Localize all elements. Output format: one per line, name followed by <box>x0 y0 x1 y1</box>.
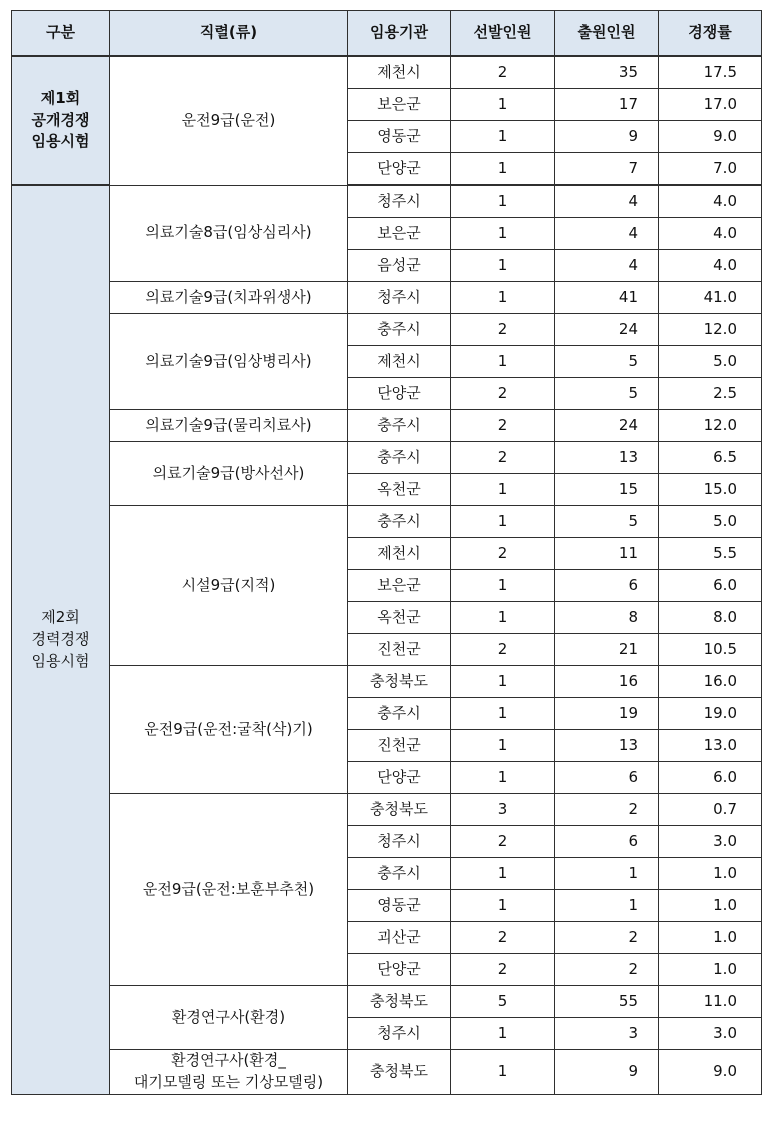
applicant-count-cell: 6 <box>555 826 659 858</box>
applicant-count-cell: 24 <box>555 410 659 442</box>
selected-count-cell: 1 <box>451 1050 555 1095</box>
agency-cell: 보은군 <box>348 89 451 121</box>
competition-ratio-cell: 6.5 <box>659 442 762 474</box>
competition-ratio-cell: 10.5 <box>659 634 762 666</box>
position-line: 환경연구사(환경_ <box>171 1051 286 1069</box>
selected-count-cell: 1 <box>451 730 555 762</box>
selected-count-cell: 1 <box>451 570 555 602</box>
competition-ratio-cell: 4.0 <box>659 185 762 218</box>
agency-cell: 영동군 <box>348 121 451 153</box>
selected-count-cell: 2 <box>451 922 555 954</box>
applicant-count-cell: 4 <box>555 185 659 218</box>
competition-ratio-cell: 17.5 <box>659 56 762 89</box>
applicant-count-cell: 21 <box>555 634 659 666</box>
category-line: 제2회 <box>41 608 80 627</box>
competition-ratio-cell: 8.0 <box>659 602 762 634</box>
agency-cell: 옥천군 <box>348 474 451 506</box>
competition-ratio-cell: 9.0 <box>659 121 762 153</box>
applicant-count-cell: 2 <box>555 922 659 954</box>
competition-ratio-cell: 15.0 <box>659 474 762 506</box>
competition-ratio-cell: 0.7 <box>659 794 762 826</box>
selected-count-cell: 1 <box>451 218 555 250</box>
selected-count-cell: 3 <box>451 794 555 826</box>
applicant-count-cell: 2 <box>555 794 659 826</box>
selected-count-cell: 2 <box>451 634 555 666</box>
applicant-count-cell: 55 <box>555 986 659 1018</box>
selected-count-cell: 1 <box>451 762 555 794</box>
category-line: 공개경쟁 <box>31 110 90 129</box>
applicant-count-cell: 7 <box>555 153 659 186</box>
competition-ratio-cell: 12.0 <box>659 410 762 442</box>
position-cell: 운전9급(운전) <box>110 56 348 185</box>
applicant-count-cell: 5 <box>555 378 659 410</box>
competition-ratio-cell: 12.0 <box>659 314 762 346</box>
applicant-count-cell: 5 <box>555 506 659 538</box>
table-row <box>12 314 762 346</box>
table-row <box>12 794 762 826</box>
selected-count-cell: 1 <box>451 153 555 186</box>
competition-ratio-cell: 3.0 <box>659 826 762 858</box>
selected-count-cell: 1 <box>451 666 555 698</box>
competition-ratio-cell: 16.0 <box>659 666 762 698</box>
competition-ratio-cell: 6.0 <box>659 570 762 602</box>
competition-ratio-cell: 11.0 <box>659 986 762 1018</box>
applicant-count-cell: 1 <box>555 890 659 922</box>
table-row <box>12 666 762 698</box>
position-cell: 운전9급(운전:굴착(삭)기) <box>110 666 348 794</box>
selected-count-cell: 5 <box>451 986 555 1018</box>
applicant-count-cell: 2 <box>555 954 659 986</box>
position-cell: 의료기술9급(물리치료사) <box>110 410 348 442</box>
agency-cell: 음성군 <box>348 250 451 282</box>
position-cell: 의료기술9급(치과위생사) <box>110 282 348 314</box>
selected-count-cell: 1 <box>451 506 555 538</box>
applicant-count-cell: 35 <box>555 56 659 89</box>
agency-cell: 충청북도 <box>348 1050 451 1095</box>
competition-ratio-cell: 4.0 <box>659 218 762 250</box>
category-line: 임용시험 <box>31 651 90 670</box>
agency-cell: 단양군 <box>348 762 451 794</box>
agency-cell: 괴산군 <box>348 922 451 954</box>
selected-count-cell: 2 <box>451 314 555 346</box>
position-line: 대기모델링 또는 기상모델링) <box>133 1072 324 1091</box>
applicant-count-cell: 11 <box>555 538 659 570</box>
applicant-count-cell: 13 <box>555 730 659 762</box>
selected-count-cell: 2 <box>451 442 555 474</box>
agency-cell: 영동군 <box>348 890 451 922</box>
position-cell: 운전9급(운전:보훈부추천) <box>110 794 348 986</box>
competition-ratio-cell: 1.0 <box>659 922 762 954</box>
table-row <box>12 185 762 218</box>
selected-count-cell: 1 <box>451 185 555 218</box>
competition-ratio-cell: 19.0 <box>659 698 762 730</box>
category-line: 경력경쟁 <box>31 629 90 648</box>
table-body <box>12 56 762 1094</box>
competition-ratio-cell: 2.5 <box>659 378 762 410</box>
applicant-count-cell: 8 <box>555 602 659 634</box>
selected-count-cell: 2 <box>451 56 555 89</box>
agency-cell: 제천시 <box>348 538 451 570</box>
position-cell: 시설9급(지적) <box>110 506 348 666</box>
competition-ratio-cell: 5.0 <box>659 346 762 378</box>
agency-cell: 제천시 <box>348 346 451 378</box>
selected-count-cell: 2 <box>451 378 555 410</box>
table-row <box>12 506 762 538</box>
selected-count-cell: 1 <box>451 250 555 282</box>
selected-count-cell: 1 <box>451 474 555 506</box>
selected-count-cell: 1 <box>451 346 555 378</box>
category-line: 임용시험 <box>31 132 90 151</box>
applicant-count-cell: 3 <box>555 1018 659 1050</box>
applicant-count-cell: 41 <box>555 282 659 314</box>
competition-ratio-cell: 5.5 <box>659 538 762 570</box>
applicant-count-cell: 19 <box>555 698 659 730</box>
header-selected: 선발인원 <box>451 11 555 57</box>
position-cell: 환경연구사(환경) <box>110 986 348 1050</box>
position-cell: 의료기술8급(임상심리사) <box>110 185 348 282</box>
selected-count-cell: 1 <box>451 282 555 314</box>
agency-cell: 단양군 <box>348 153 451 186</box>
competition-ratio-cell: 1.0 <box>659 954 762 986</box>
applicant-count-cell: 4 <box>555 250 659 282</box>
selected-count-cell: 2 <box>451 954 555 986</box>
competition-ratio-cell: 9.0 <box>659 1050 762 1095</box>
agency-cell: 청주시 <box>348 185 451 218</box>
selected-count-cell: 2 <box>451 826 555 858</box>
applicant-count-cell: 9 <box>555 121 659 153</box>
agency-cell: 진천군 <box>348 634 451 666</box>
agency-cell: 충주시 <box>348 698 451 730</box>
competition-ratio-cell: 4.0 <box>659 250 762 282</box>
table-row <box>12 1050 762 1095</box>
applicant-count-cell: 16 <box>555 666 659 698</box>
table-row <box>12 986 762 1018</box>
selected-count-cell: 1 <box>451 698 555 730</box>
category-cell <box>12 56 110 185</box>
header-position: 직렬(류) <box>110 11 348 57</box>
competition-ratio-cell: 1.0 <box>659 858 762 890</box>
agency-cell: 단양군 <box>348 954 451 986</box>
selected-count-cell: 2 <box>451 410 555 442</box>
header-category: 구분 <box>12 11 110 57</box>
agency-cell: 충청북도 <box>348 666 451 698</box>
category-cell <box>12 185 110 1094</box>
position-cell: 의료기술9급(방사선사) <box>110 442 348 506</box>
header-row <box>12 11 762 57</box>
position-cell <box>110 1050 348 1095</box>
agency-cell: 충주시 <box>348 410 451 442</box>
agency-cell: 충주시 <box>348 858 451 890</box>
selected-count-cell: 1 <box>451 121 555 153</box>
agency-cell: 충청북도 <box>348 794 451 826</box>
applicant-count-cell: 15 <box>555 474 659 506</box>
agency-cell: 단양군 <box>348 378 451 410</box>
recruitment-table-container <box>11 10 762 1095</box>
selected-count-cell: 1 <box>451 1018 555 1050</box>
selected-count-cell: 1 <box>451 890 555 922</box>
applicant-count-cell: 6 <box>555 762 659 794</box>
competition-ratio-cell: 6.0 <box>659 762 762 794</box>
agency-cell: 제천시 <box>348 56 451 89</box>
agency-cell: 보은군 <box>348 570 451 602</box>
agency-cell: 충주시 <box>348 506 451 538</box>
agency-cell: 충청북도 <box>348 986 451 1018</box>
applicant-count-cell: 17 <box>555 89 659 121</box>
recruitment-results-table <box>11 10 762 1095</box>
agency-cell: 청주시 <box>348 826 451 858</box>
agency-cell: 청주시 <box>348 282 451 314</box>
table-row <box>12 410 762 442</box>
agency-cell: 충주시 <box>348 442 451 474</box>
applicant-count-cell: 13 <box>555 442 659 474</box>
applicant-count-cell: 5 <box>555 346 659 378</box>
header-applicants: 출원인원 <box>555 11 659 57</box>
table-row <box>12 442 762 474</box>
competition-ratio-cell: 17.0 <box>659 89 762 121</box>
agency-cell: 옥천군 <box>348 602 451 634</box>
selected-count-cell: 2 <box>451 538 555 570</box>
competition-ratio-cell: 13.0 <box>659 730 762 762</box>
selected-count-cell: 1 <box>451 858 555 890</box>
selected-count-cell: 1 <box>451 602 555 634</box>
competition-ratio-cell: 7.0 <box>659 153 762 186</box>
applicant-count-cell: 24 <box>555 314 659 346</box>
applicant-count-cell: 9 <box>555 1050 659 1095</box>
header-agency: 임용기관 <box>348 11 451 57</box>
applicant-count-cell: 1 <box>555 858 659 890</box>
position-cell: 의료기술9급(임상병리사) <box>110 314 348 410</box>
competition-ratio-cell: 3.0 <box>659 1018 762 1050</box>
competition-ratio-cell: 1.0 <box>659 890 762 922</box>
selected-count-cell: 1 <box>451 89 555 121</box>
agency-cell: 충주시 <box>348 314 451 346</box>
header-ratio: 경쟁률 <box>659 11 762 57</box>
category-line: 제1회 <box>40 88 81 107</box>
competition-ratio-cell: 41.0 <box>659 282 762 314</box>
applicant-count-cell: 6 <box>555 570 659 602</box>
agency-cell: 진천군 <box>348 730 451 762</box>
table-row <box>12 282 762 314</box>
agency-cell: 보은군 <box>348 218 451 250</box>
agency-cell: 청주시 <box>348 1018 451 1050</box>
table-row <box>12 56 762 89</box>
competition-ratio-cell: 5.0 <box>659 506 762 538</box>
applicant-count-cell: 4 <box>555 218 659 250</box>
